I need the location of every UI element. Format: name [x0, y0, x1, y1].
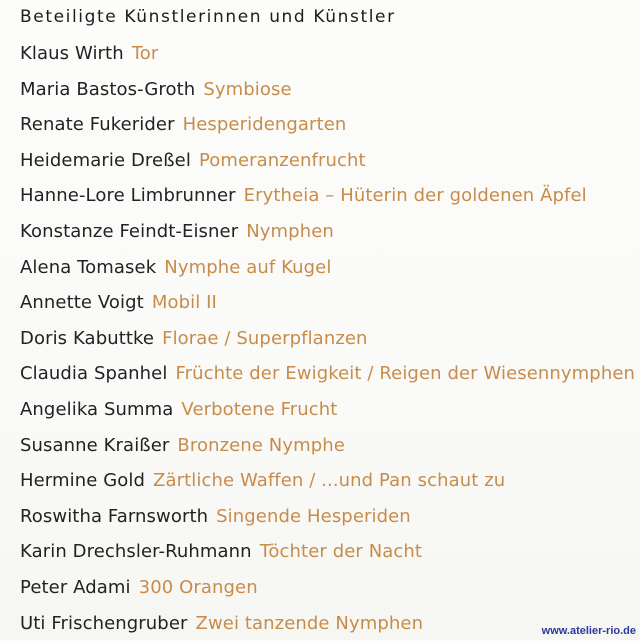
work-title: Früchte der Ewigkeit / Reigen der Wiesennymphen	[175, 363, 635, 384]
work-title: Erytheia – Hüterin der goldenen Äpfel	[244, 185, 587, 206]
artist-name: Konstanze Feindt-Eisner	[20, 221, 238, 242]
artist-name: Doris Kabuttke	[20, 328, 154, 349]
list-item	[20, 321, 632, 357]
list-item	[20, 143, 632, 179]
work-title: 300 Orangen	[139, 577, 258, 598]
artist-name: Angelika Summa	[20, 399, 173, 420]
page-heading: Beteiligte Künstlerinnen und Künstler	[20, 7, 396, 27]
artist-name: Klaus Wirth	[20, 43, 124, 64]
list-item	[20, 72, 632, 108]
list-item	[20, 178, 632, 214]
work-title: Verbotene Frucht	[181, 399, 337, 420]
list-item	[20, 214, 632, 250]
artist-name: Karin Drechsler-Ruhmann	[20, 541, 252, 562]
list-item	[20, 499, 632, 535]
work-title: Mobil II	[152, 292, 217, 313]
work-title: Zwei tanzende Nymphen	[196, 613, 424, 634]
list-item	[20, 107, 632, 143]
list-item	[20, 285, 632, 321]
artist-name: Alena Tomasek	[20, 257, 156, 278]
list-item	[20, 36, 632, 72]
work-title: Pomeranzenfrucht	[199, 150, 366, 171]
work-title: Nymphe auf Kugel	[164, 257, 331, 278]
artist-name: Roswitha Farnsworth	[20, 506, 208, 527]
work-title: Hesperidengarten	[183, 114, 347, 135]
artist-list	[20, 36, 632, 641]
work-title: Singende Hesperiden	[216, 506, 411, 527]
list-item	[20, 356, 632, 392]
list-item	[20, 392, 632, 428]
list-item	[20, 606, 632, 641]
work-title: Symbiose	[203, 79, 291, 100]
list-item	[20, 570, 632, 606]
artist-name: Renate Fukerider	[20, 114, 175, 135]
list-item	[20, 463, 632, 499]
work-title: Töchter der Nacht	[260, 541, 422, 562]
list-item	[20, 428, 632, 464]
work-title: Zärtliche Waffen / ...und Pan schaut zu	[153, 470, 505, 491]
artist-name: Hanne-Lore Limbrunner	[20, 185, 236, 206]
artist-name: Uti Frischengruber	[20, 613, 188, 634]
artist-name: Claudia Spanhel	[20, 363, 167, 384]
artist-name: Hermine Gold	[20, 470, 145, 491]
work-title: Tor	[132, 43, 159, 64]
list-item	[20, 250, 632, 286]
artist-name: Annette Voigt	[20, 292, 144, 313]
artist-name: Peter Adami	[20, 577, 131, 598]
artist-name: Heidemarie Dreßel	[20, 150, 191, 171]
website-watermark: www.atelier-rio.de	[542, 625, 636, 637]
list-item	[20, 534, 632, 570]
work-title: Bronzene Nymphe	[177, 435, 345, 456]
artist-name: Susanne Kraißer	[20, 435, 169, 456]
artist-name: Maria Bastos-Groth	[20, 79, 195, 100]
work-title: Florae / Superpflanzen	[162, 328, 367, 349]
work-title: Nymphen	[246, 221, 334, 242]
